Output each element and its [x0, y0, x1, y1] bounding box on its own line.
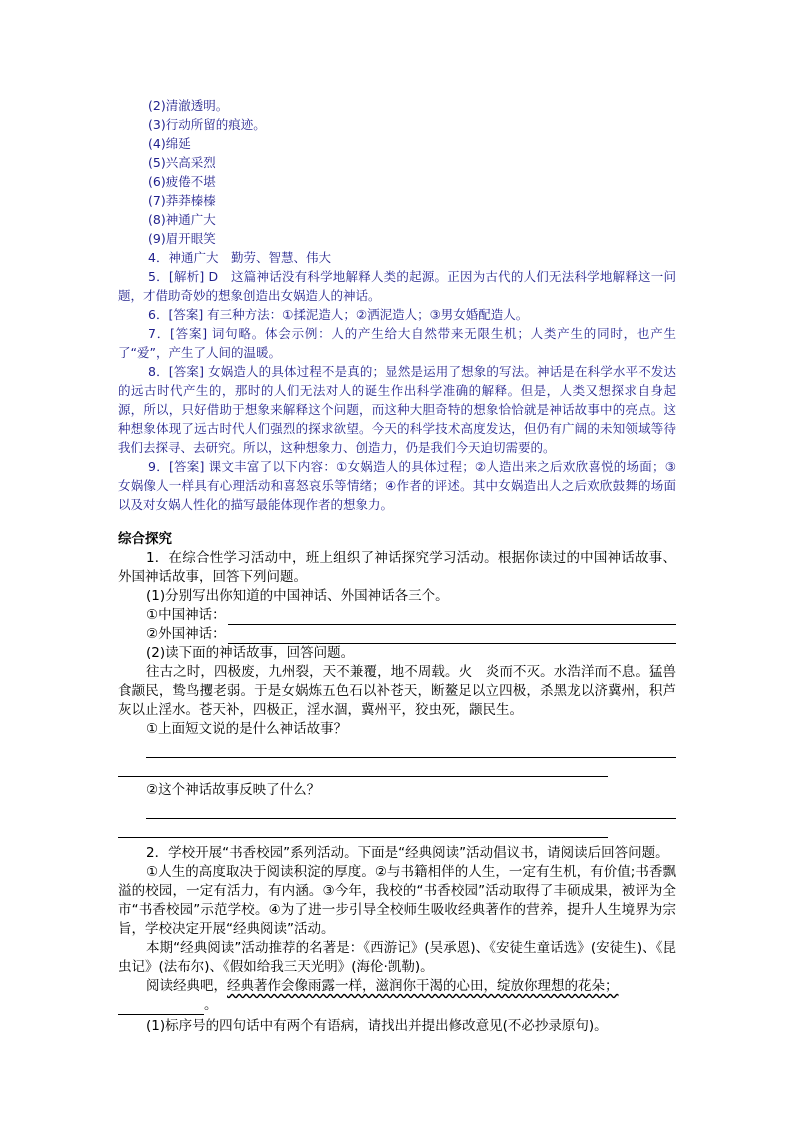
answer-item: (7)莽莽榛榛	[148, 193, 216, 208]
proposal-p3-plain: 阅读经典吧，	[146, 978, 227, 994]
answer-item: (3)行动所留的痕迹。	[148, 117, 266, 132]
proposal-paragraph-3	[118, 977, 676, 1015]
answer-blank[interactable]	[118, 819, 608, 838]
answer-q9: 9．[答案] 课文丰富了以下内容：①女娲造人的具体过程；②人造出来之后欢欣喜悦的场面；③女娲像人一样具有心理活动和喜怒哀乐等情绪；④作者的评述。其中女娲造出人之后欢欣鼓舞的场面以及对女娲人性化的描写最能体现作者的想象力。	[118, 459, 676, 512]
answer-key	[118, 96, 676, 514]
answer-q6: 6．[答案] 有三种方法：①揉泥造人；②洒泥造人；③男女婚配造人。	[148, 307, 529, 322]
fill-blank[interactable]	[118, 1000, 204, 1015]
proposal-paragraph-2: 本期“经典阅读”活动推荐的名著是：《西游记》(吴承恩)、《安徒生童话选》(安徒生)、《昆虫记》(法布尔)、《假如给我三天光明》(海伦·凯勒)。	[118, 940, 676, 975]
comprehensive-section	[118, 530, 676, 1036]
answer-q8: 8．[答案] 女娲造人的具体过程不是真的；显然是运用了想象的写法。神话是在科学水平不发达的远古时代产生的，那时的人们无法对人的诞生作出科学准确的解释。但是，人类又想探求自身起源，所以，只好借助于想象来解释这个问题，而这种大胆奇特的想象恰恰就是神话故事中的亮点。这种想象体现了远古时代人们强烈的探求欲望。今天的科学技术高度发达，但仍有广阔的未知领域等待我们去探寻、去研究。所以，这种想象力、创造力，仍是我们今天迫切需要的。	[118, 364, 676, 455]
answer-item: (6)疲倦不堪	[148, 174, 216, 189]
answer-item: (5)兴高采烈	[148, 155, 216, 170]
myth-passage: 往古之时，四极废，九州裂，天不兼覆，地不周载。火 炎而不灭。水浩洋而不息。猛兽食颛民，鸷鸟攫老弱。于是女娲炼五色石以补苍天，断鳌足以立四极，杀黑龙以济冀州，积芦灰以止淫水。苍天补，四极正，淫水涸，冀州平，狡虫死，颛民生。	[118, 664, 676, 718]
answer-item: (9)眉开眼笑	[148, 231, 216, 246]
answer-blank[interactable]	[118, 758, 608, 777]
answer-blank[interactable]	[146, 739, 676, 758]
question-1-b: ②这个神话故事反映了什么？	[146, 782, 321, 798]
answer-q5: 5．[解析] D 这篇神话没有科学地解释人类的起源。正因为古代的人们无法科学地解释这一问题，才借助奇妙的想象创造出女娲造人的神话。	[118, 269, 676, 303]
question-2-sub1: (1)标序号的四句话中有两个有语病，请找出并提出修改意见(不必抄录原句)。	[146, 1018, 608, 1034]
proposal-p3-wavy: 经典著作会像雨露一样，滋润你干渴的心田，绽放你理想的花朵；	[227, 978, 619, 994]
section-title: 综合探究	[118, 531, 172, 547]
foreign-myth-blank[interactable]	[228, 628, 676, 644]
foreign-myth-label: ②外国神话：	[146, 626, 226, 642]
question-1-intro: 1．在综合性学习活动中，班上组织了神话探究学习活动。根据你读过的中国神话故事、外国神话故事，回答下列问题。	[118, 550, 676, 585]
answer-q7: 7．[答案] 词句略。体会示例：人的产生给大自然带来无限生机；人类产生的同时，也产生了“爱”，产生了人间的温暖。	[118, 326, 676, 360]
answer-item: (4)绵延	[148, 136, 191, 151]
question-1-sub2: (2)读下面的神话故事，回答问题。	[146, 645, 355, 661]
answer-blank[interactable]	[146, 800, 676, 819]
chinese-myth-row	[118, 606, 676, 625]
proposal-paragraph-1: ①人生的高度取决于阅读积淀的厚度。②与书籍相伴的人生，一定有生机，有价值;书香飘溢的校园，一定有活力，有内涵。③今年，我校的“书香校园”活动取得了丰硕成果，被评为全市“书香校园”示范学校。④为了进一步引导全校师生吸收经典著作的营养，提升人生境界为宗旨，学校决定开展“经典阅读”活动。	[118, 864, 676, 937]
proposal-p3-end: 。	[204, 997, 218, 1013]
question-1-a: ①上面短文说的是什么神话故事？	[146, 721, 348, 737]
question-2-intro: 2．学校开展“书香校园”系列活动。下面是“经典阅读”活动倡议书，请阅读后回答问题。	[146, 845, 669, 861]
answer-item: (2)清澈透明。	[148, 98, 229, 113]
answer-q4: 4．神通广大 勤劳、智慧、伟大	[148, 250, 331, 265]
answer-item: (8)神通广大	[148, 212, 216, 227]
chinese-myth-label: ①中国神话：	[146, 607, 226, 623]
chinese-myth-blank[interactable]	[228, 609, 676, 625]
question-1-sub1: (1)分别写出你知道的中国神话、外国神话各三个。	[146, 588, 449, 604]
foreign-myth-row	[118, 625, 676, 644]
